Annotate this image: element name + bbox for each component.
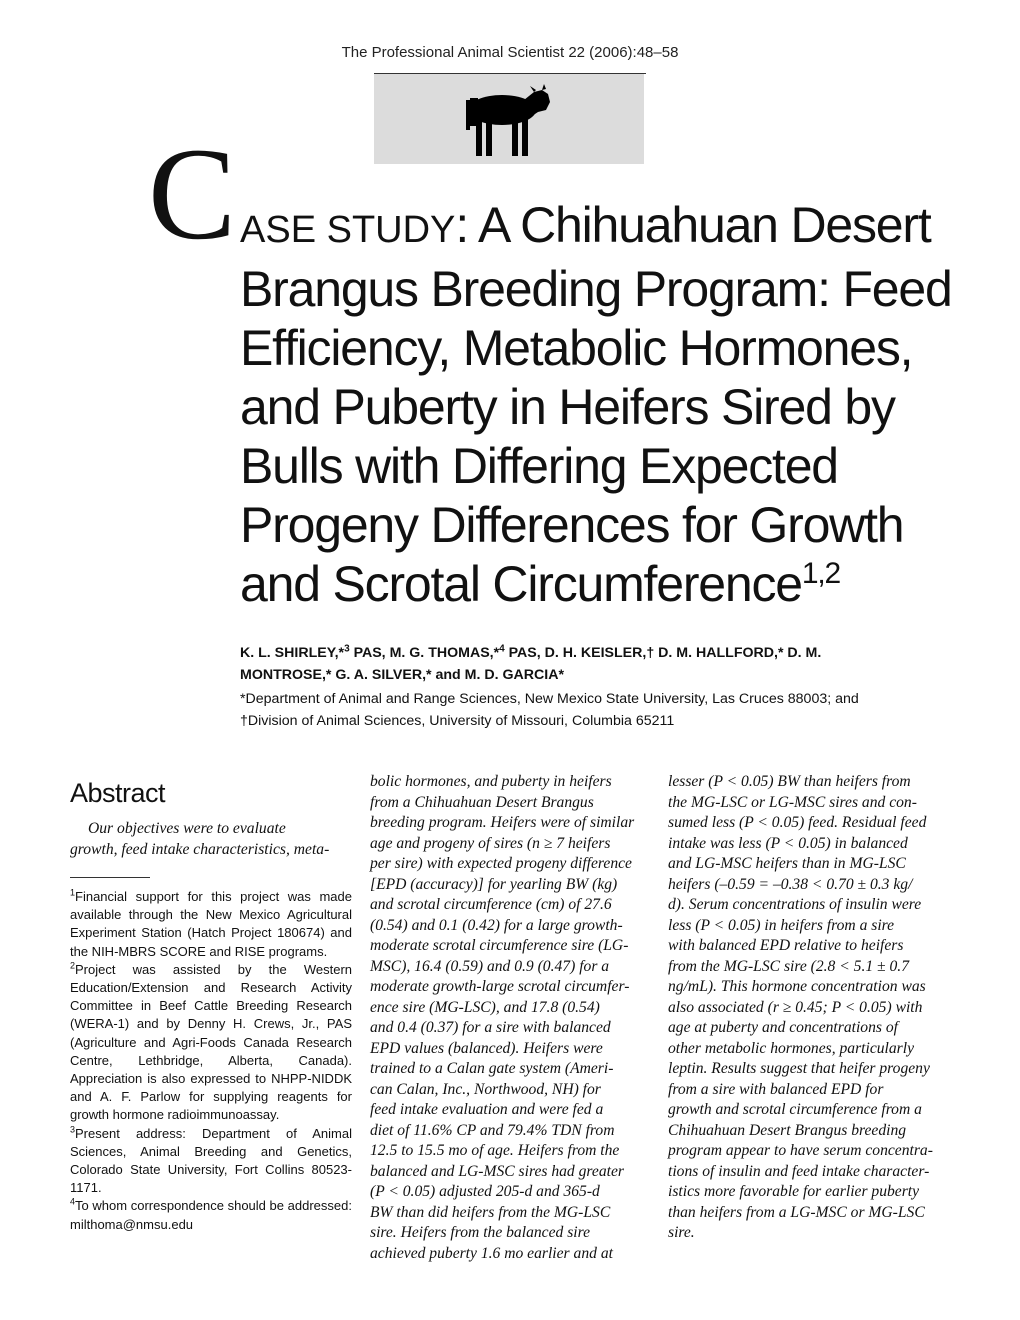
abstract-line: feed intake evaluation and were fed a (370, 1101, 604, 1118)
cow-silhouette-icon (462, 80, 554, 160)
title-footnote-marks: 1,2 (801, 557, 841, 590)
abstract-heading: Abstract (70, 778, 166, 808)
title-small-caps: ASE STUDY (240, 209, 456, 251)
abstract-line: bolic hormones, and puberty in heifers (370, 773, 612, 790)
abstract-line: 12.5 to 15.5 mo of age. Heifers from the (370, 1142, 620, 1159)
abstract-line: tions of insulin and feed intake character- (668, 1162, 930, 1180)
abstract-line: intake was less (P < 0.05) in balanced (668, 834, 908, 852)
journal-logo (374, 74, 644, 164)
abstract-line: sumed less (P < 0.05) feed. Residual feed (668, 814, 927, 831)
abstract-line: diet of 11.6% CP and 79.4% TDN from (370, 1121, 615, 1139)
footnote-text: Financial support for this project was made available through the New Mexico Agricultural Experiment Station (Hatch Project 180674) and the NIH-MBRS SCORE and RISE programs. (70, 889, 352, 959)
author: K. L. SHIRLEY,* (240, 645, 345, 661)
affiliation: *Department of Animal and Range Sciences, New Mexico State University, Las Cruces 88003; and (240, 691, 859, 707)
abstract-line: balanced and LG-MSC sires had greater (370, 1162, 624, 1180)
abstract-line: trained to a Calan gate system (Ameri- (370, 1060, 614, 1077)
abstract-line: and LG-MSC heifers than in MG-LSC (668, 855, 906, 872)
abstract-line: ng/mL). This hormone concentration was (668, 978, 926, 995)
author: MONTROSE,* G. A. SILVER,* and M. D. GARCIA* (240, 667, 564, 683)
abstract-line: than heifers from a LG-MSC or MG-LSC (668, 1203, 925, 1221)
author-footnote-mark: 4 (499, 643, 505, 655)
title-line: Brangus Breeding Program: Feed (240, 261, 952, 317)
abstract-line: and scrotal circumference (cm) of 27.6 (370, 896, 612, 913)
abstract-line: d). Serum concentrations of insulin were (668, 896, 922, 913)
abstract-column-3 (668, 772, 950, 1244)
footnote-mark: 3 (70, 1124, 76, 1135)
abstract-line: ence sire (MG-LSC), and 17.8 (0.54) (370, 998, 600, 1016)
abstract-line: lesser (P < 0.05) BW than heifers from (668, 773, 911, 790)
abstract-line: from a sire with balanced EPD for (668, 1080, 884, 1098)
abstract-line: from a Chihuahuan Desert Brangus (370, 793, 594, 811)
abstract-line: Our objectives were to evaluate (88, 820, 286, 837)
title-line: Efficiency, Metabolic Hormones, (240, 320, 913, 376)
abstract-line: per sire) with expected progeny difference (370, 855, 632, 872)
abstract-line: moderate growth-large scrotal circumfer- (370, 978, 630, 995)
abstract-line: with balanced EPD relative to heifers (668, 937, 904, 954)
footnote (70, 1125, 352, 1198)
journal-citation: The Professional Animal Scientist 22 (2006):48–58 (341, 44, 679, 61)
abstract-line: sire. (668, 1224, 695, 1241)
abstract-line: MSC), 16.4 (0.59) and 0.9 (0.47) for a (370, 957, 610, 975)
abstract-column-2 (370, 772, 652, 1264)
abstract-line: age and progeny of sires (n ≥ 7 heifers (370, 834, 611, 852)
abstract-line: from the MG-LSC sire (2.8 < 5.1 ± 0.7 (668, 957, 909, 975)
footnote-text: Present address: Department of Animal Sciences, Animal Breeding and Genetics, Colorado State University, Fort Collins 80523-1171. (70, 1125, 352, 1196)
footnote-mark: 2 (70, 960, 76, 971)
footnotes (70, 888, 352, 1234)
title-line: and Scrotal Circumference (240, 556, 802, 612)
footnote-text[interactable]: To whom correspondence should be addressed: milthoma@nmsu.edu (70, 1198, 352, 1232)
abstract-line: and 0.4 (0.37) for a sire with balanced (370, 1019, 611, 1036)
footnote-mark: 4 (70, 1197, 76, 1208)
abstract-line: growth and scrotal circumference from a (668, 1101, 922, 1118)
abstract-line: [EPD (accuracy)] for yearling BW (kg) (370, 875, 618, 893)
author: PAS, M. G. THOMAS,* (349, 645, 500, 661)
abstract-line: (P < 0.05) adjusted 205-d and 365-d (370, 1183, 600, 1200)
title-dropcap: C (148, 120, 237, 267)
footnote-rule (70, 877, 150, 878)
abstract-line: growth, feed intake characteristics, meta- (70, 840, 330, 858)
article-title (240, 196, 960, 614)
abstract-line: moderate scrotal circumference sire (LG- (370, 937, 629, 954)
footnote (70, 961, 352, 1125)
abstract-line: achieved puberty 1.6 mo earlier and at (370, 1244, 613, 1262)
title-colon: : (455, 197, 469, 253)
abstract-line: program appear to have serum concentra- (668, 1142, 933, 1159)
abstract-line: EPD values (balanced). Heifers were (370, 1039, 603, 1057)
abstract-line: also associated (r ≥ 0.45; P < 0.05) with (668, 998, 923, 1016)
abstract-line: can Calan, Inc., Northwood, NH) for (370, 1080, 601, 1098)
abstract-line: other metabolic hormones, particularly (668, 1039, 915, 1057)
footnote (70, 1197, 352, 1233)
abstract-line: breeding program. Heifers were of similar (370, 814, 635, 831)
footnote (70, 888, 352, 961)
abstract-line: the MG-LSC or LG-MSC sires and con- (668, 793, 917, 811)
abstract-line: (0.54) and 0.1 (0.42) for a large growth- (370, 916, 623, 934)
abstract-line: less (P < 0.05) in heifers from a sire (668, 916, 895, 934)
abstract-column-1 (70, 819, 352, 860)
author-list (240, 642, 960, 686)
footnote-mark: 1 (70, 887, 76, 898)
title-line: Progeny Differences for Growth (240, 497, 904, 553)
affiliation: †Division of Animal Sciences, University of Missouri, Columbia 65211 (240, 713, 675, 729)
abstract-line: age at puberty and concentrations of (668, 1019, 898, 1036)
title-line: and Puberty in Heifers Sired by (240, 379, 895, 435)
title-line: Bulls with Differing Expected (240, 438, 838, 494)
abstract-line: BW than did heifers from the MG-LSC (370, 1203, 611, 1221)
abstract-line: sire. Heifers from the balanced sire (370, 1224, 591, 1241)
abstract-line: heifers (–0.59 = –0.38 < 0.70 ± 0.3 kg/ (668, 875, 913, 893)
abstract-line: istics more favorable for earlier puberty (668, 1183, 920, 1200)
author: PAS, D. H. KEISLER,† D. M. HALLFORD,* D. M. (504, 645, 822, 661)
author-footnote-mark: 3 (344, 643, 350, 655)
affiliations (240, 688, 960, 732)
abstract-line: Chihuahuan Desert Brangus breeding (668, 1121, 907, 1139)
footnote-text: Project was assisted by the Western Education/Extension and Research Activity Committee in Beef Cattle Breeding Research (WERA-1) and by Denny H. Crews, Jr., PAS (Agriculture and Agri-Foods Canada Research Centre, Lethbridge, Alberta, Canada). Appreciation is also expressed to NHPP-NIDDK and A. F. Parlow for supplying reagents for growth hormone radioimmunoassay. (70, 961, 352, 1123)
abstract-line: leptin. Results suggest that heifer progeny (668, 1060, 930, 1077)
title-line: A Chihuahuan Desert (468, 197, 931, 253)
